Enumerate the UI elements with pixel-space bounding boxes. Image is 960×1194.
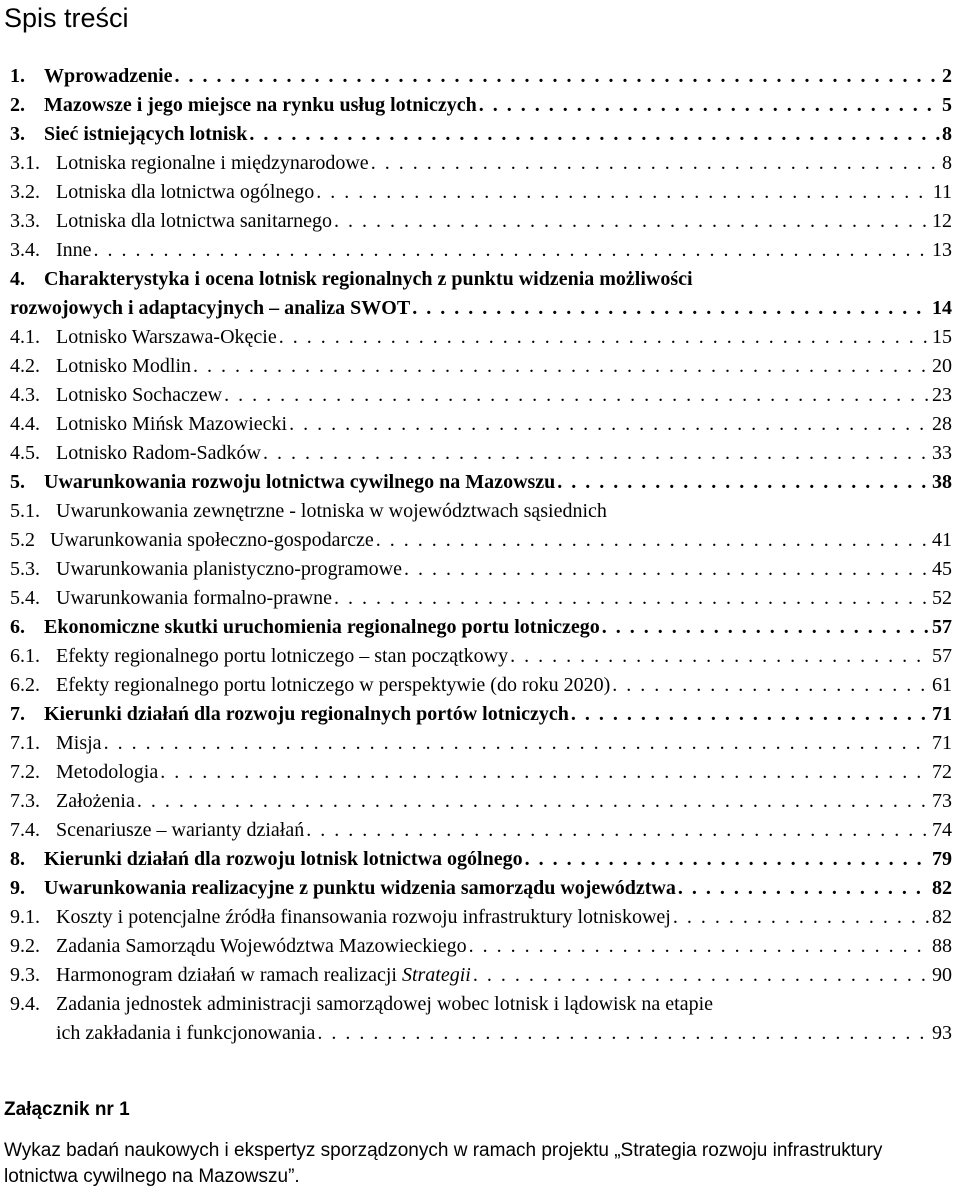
toc-page-number: 23	[932, 384, 952, 406]
toc-number: 3.	[10, 123, 25, 145]
page-title: Spis treści	[4, 3, 129, 33]
dot-leader	[376, 526, 930, 555]
toc-title	[56, 961, 471, 990]
dot-leader	[473, 961, 930, 990]
toc-entry[interactable]	[10, 468, 952, 497]
toc-entry[interactable]	[10, 613, 952, 642]
toc-title: Lotniska dla lotnictwa ogólnego	[56, 181, 315, 203]
toc-number: 3.1.	[10, 152, 40, 174]
toc-page-number: 90	[932, 964, 952, 986]
dot-leader	[612, 671, 930, 700]
dot-leader	[571, 700, 930, 729]
toc-title: Scenariusze – warianty działań	[56, 819, 305, 841]
toc-title: Koszty i potencjalne źródła finansowania rozwoju infrastruktury lotniskowej	[56, 906, 671, 928]
toc-title: Misja	[56, 732, 102, 754]
toc-number: 1.	[10, 65, 25, 87]
toc-entry[interactable]	[10, 236, 952, 265]
toc-title: Uwarunkowania rozwoju lotnictwa cywilnego na Mazowszu	[44, 471, 556, 493]
toc-entry[interactable]	[10, 990, 952, 1019]
toc-title: Uwarunkowania zewnętrzne - lotniska w województwach sąsiednich	[56, 500, 607, 522]
toc-page-number: 2	[942, 65, 952, 87]
toc-page-number: 28	[932, 413, 952, 435]
toc-entry[interactable]	[10, 584, 952, 613]
toc-entry[interactable]	[10, 91, 952, 120]
toc-page-number: 57	[932, 645, 952, 667]
toc-page-number: 5	[942, 94, 952, 116]
dot-leader	[334, 207, 930, 236]
toc-entry[interactable]	[10, 323, 952, 352]
toc-title: Lotniska regionalne i międzynarodowe	[56, 152, 369, 174]
toc-title: Metodologia	[56, 761, 159, 783]
dot-leader	[160, 758, 930, 787]
dot-leader	[193, 352, 930, 381]
dot-leader	[557, 468, 930, 497]
toc-entry[interactable]	[10, 178, 952, 207]
toc-entry-continuation[interactable]	[10, 294, 952, 323]
toc-entry[interactable]	[10, 120, 952, 149]
dot-leader	[404, 555, 930, 584]
toc-title-emphasis: Strategii	[401, 964, 471, 986]
toc-title: Wprowadzenie	[44, 65, 173, 87]
toc-number: 3.4.	[10, 239, 40, 261]
toc-number: 5.1.	[10, 500, 40, 522]
toc-number: 4.1.	[10, 326, 40, 348]
dot-leader	[224, 381, 930, 410]
toc-title: Uwarunkowania społeczno-gospodarcze	[50, 529, 374, 551]
toc-entry[interactable]	[10, 903, 952, 932]
toc-page-number: 72	[932, 761, 952, 783]
toc-number: 9.4.	[10, 993, 40, 1015]
toc-entry[interactable]	[10, 381, 952, 410]
toc-title: Uwarunkowania realizacyjne z punktu widzenia samorządu województwa	[44, 877, 676, 899]
toc-number: 5.2	[10, 529, 35, 551]
toc-title: Sieć istniejących lotnisk	[44, 123, 248, 145]
toc-number: 9.1.	[10, 906, 40, 928]
toc-number: 4.5.	[10, 442, 40, 464]
toc-page-number: 79	[932, 848, 952, 870]
dot-leader	[94, 236, 930, 265]
toc-page-number: 52	[932, 587, 952, 609]
dot-leader	[602, 613, 930, 642]
toc-title: Lotnisko Warszawa-Okęcie	[56, 326, 277, 348]
toc-title: Lotnisko Radom-Sadków	[56, 442, 261, 464]
toc-page-number: 57	[932, 616, 952, 638]
toc-page-number: 73	[932, 790, 952, 812]
dot-leader	[678, 874, 930, 903]
dot-leader	[279, 323, 930, 352]
toc-title: Efekty regionalnego portu lotniczego w perspektywie (do roku 2020)	[56, 674, 611, 696]
toc-page-number: 14	[932, 297, 952, 319]
toc-entry[interactable]	[10, 526, 952, 555]
toc-number: 4.	[10, 268, 25, 290]
dot-leader	[479, 91, 940, 120]
dot-leader	[137, 787, 930, 816]
toc-number: 4.4.	[10, 413, 40, 435]
toc-entry[interactable]	[10, 671, 952, 700]
dot-leader	[469, 932, 930, 961]
toc-number: 5.3.	[10, 558, 40, 580]
toc-number: 4.3.	[10, 384, 40, 406]
toc-page-number: 13	[932, 239, 952, 261]
dot-leader	[525, 845, 930, 874]
toc-page-number: 82	[932, 906, 952, 928]
dot-leader	[104, 729, 930, 758]
toc-entry[interactable]	[10, 439, 952, 468]
dot-leader	[289, 410, 930, 439]
toc-entry[interactable]	[10, 729, 952, 758]
dot-leader	[175, 62, 940, 91]
toc-page-number: 82	[932, 877, 952, 899]
toc-number: 8.	[10, 848, 25, 870]
toc-entry[interactable]	[10, 410, 952, 439]
toc-page-number: 12	[932, 210, 952, 232]
toc-number: 5.	[10, 471, 25, 493]
toc-page-number: 74	[932, 819, 952, 841]
toc-number: 5.4.	[10, 587, 40, 609]
toc-page-number: 93	[932, 1022, 952, 1044]
dot-leader	[306, 816, 930, 845]
dot-leader	[371, 149, 940, 178]
toc-title: Lotnisko Sochaczew	[56, 384, 223, 406]
toc-page-number: 41	[932, 529, 952, 551]
toc-page-number: 38	[932, 471, 952, 493]
toc-entry[interactable]	[10, 700, 952, 729]
toc-number: 7.1.	[10, 732, 40, 754]
toc-entry[interactable]	[10, 845, 952, 874]
toc-number: 3.3.	[10, 210, 40, 232]
dot-leader	[317, 1019, 930, 1048]
toc-number: 6.1.	[10, 645, 40, 667]
toc-number: 7.4.	[10, 819, 40, 841]
toc-title: Lotniska dla lotnictwa sanitarnego	[56, 210, 333, 232]
toc-title: Założenia	[56, 790, 135, 812]
toc-number: 9.2.	[10, 935, 40, 957]
toc-page-number: 71	[932, 732, 952, 754]
toc-title-continuation: ich zakładania i funkcjonowania	[56, 1022, 316, 1044]
toc-entry[interactable]	[10, 874, 952, 903]
toc-title-text: Harmonogram działań w ramach realizacji	[56, 964, 402, 986]
toc-page-number: 8	[942, 152, 952, 174]
toc-number: 6.	[10, 616, 25, 638]
toc-title: Mazowsze i jego miejsce na rynku usług lotniczych	[44, 94, 477, 116]
toc-title-continuation: rozwojowych i adaptacyjnych – analiza SWOT	[10, 297, 411, 319]
toc-entry[interactable]	[10, 787, 952, 816]
toc-page-number: 61	[932, 674, 952, 696]
toc-entry[interactable]	[10, 265, 952, 294]
toc-entry[interactable]	[10, 758, 952, 787]
toc-title: Inne	[56, 239, 92, 261]
toc-number: 6.2.	[10, 674, 40, 696]
dot-leader	[263, 439, 930, 468]
annex-title: Załącznik nr 1	[4, 1099, 130, 1120]
toc-title: Kierunki działań dla rozwoju lotnisk lotnictwa ogólnego	[44, 848, 523, 870]
dot-leader	[510, 642, 930, 671]
toc-entry[interactable]	[10, 149, 952, 178]
toc-entry[interactable]	[10, 555, 952, 584]
dot-leader	[249, 120, 940, 149]
toc-title: Lotnisko Mińsk Mazowiecki	[56, 413, 288, 435]
toc-number: 7.3.	[10, 790, 40, 812]
toc-title: Uwarunkowania planistyczno-programowe	[56, 558, 402, 580]
toc-title: Efekty regionalnego portu lotniczego – stan początkowy	[56, 645, 509, 667]
dot-leader	[412, 294, 930, 323]
toc-page-number: 20	[932, 355, 952, 377]
dot-leader	[334, 584, 930, 613]
annex-description: Wykaz badań naukowych i ekspertyz sporządzonych w ramach projektu „Strategia rozwoju infrastruktury lotnictwa cywilnego na Mazowszu”.	[4, 1140, 883, 1187]
toc-entry-continuation[interactable]	[56, 1019, 952, 1048]
toc-title: Charakterystyka i ocena lotnisk regionalnych z punktu widzenia możliwości	[44, 268, 693, 290]
toc-entry[interactable]	[10, 62, 952, 91]
toc-page-number: 33	[932, 442, 952, 464]
toc-number: 3.2.	[10, 181, 40, 203]
toc-page-number: 71	[932, 703, 952, 725]
toc-page-number: 11	[932, 181, 952, 203]
toc-number: 9.3.	[10, 964, 40, 986]
toc-number: 9.	[10, 877, 25, 899]
toc-entry[interactable]	[10, 642, 952, 671]
toc-title: Uwarunkowania formalno-prawne	[56, 587, 333, 609]
toc-entry[interactable]	[10, 352, 952, 381]
toc-number: 4.2.	[10, 355, 40, 377]
toc-title: Zadania jednostek administracji samorządowej wobec lotnisk i lądowisk na etapie	[56, 993, 714, 1015]
toc-number: 2.	[10, 94, 25, 116]
toc-page-number: 45	[932, 558, 952, 580]
dot-leader	[316, 178, 930, 207]
toc-entry[interactable]	[10, 816, 952, 845]
toc-title: Ekonomiczne skutki uruchomienia regionalnego portu lotniczego	[44, 616, 600, 638]
toc-page-number: 15	[932, 326, 952, 348]
toc-page-number: 88	[932, 935, 952, 957]
toc-entry[interactable]	[10, 961, 952, 990]
toc-entry[interactable]	[10, 207, 952, 236]
toc-title: Kierunki działań dla rozwoju regionalnych portów lotniczych	[44, 703, 569, 725]
toc-title: Lotnisko Modlin	[56, 355, 192, 377]
dot-leader	[673, 903, 930, 932]
toc-number: 7.2.	[10, 761, 40, 783]
toc-title: Zadania Samorządu Województwa Mazowieckiego	[56, 935, 467, 957]
toc-entry[interactable]	[10, 497, 952, 526]
toc-page-number: 8	[942, 123, 952, 145]
toc-number: 7.	[10, 703, 25, 725]
toc-entry[interactable]	[10, 932, 952, 961]
